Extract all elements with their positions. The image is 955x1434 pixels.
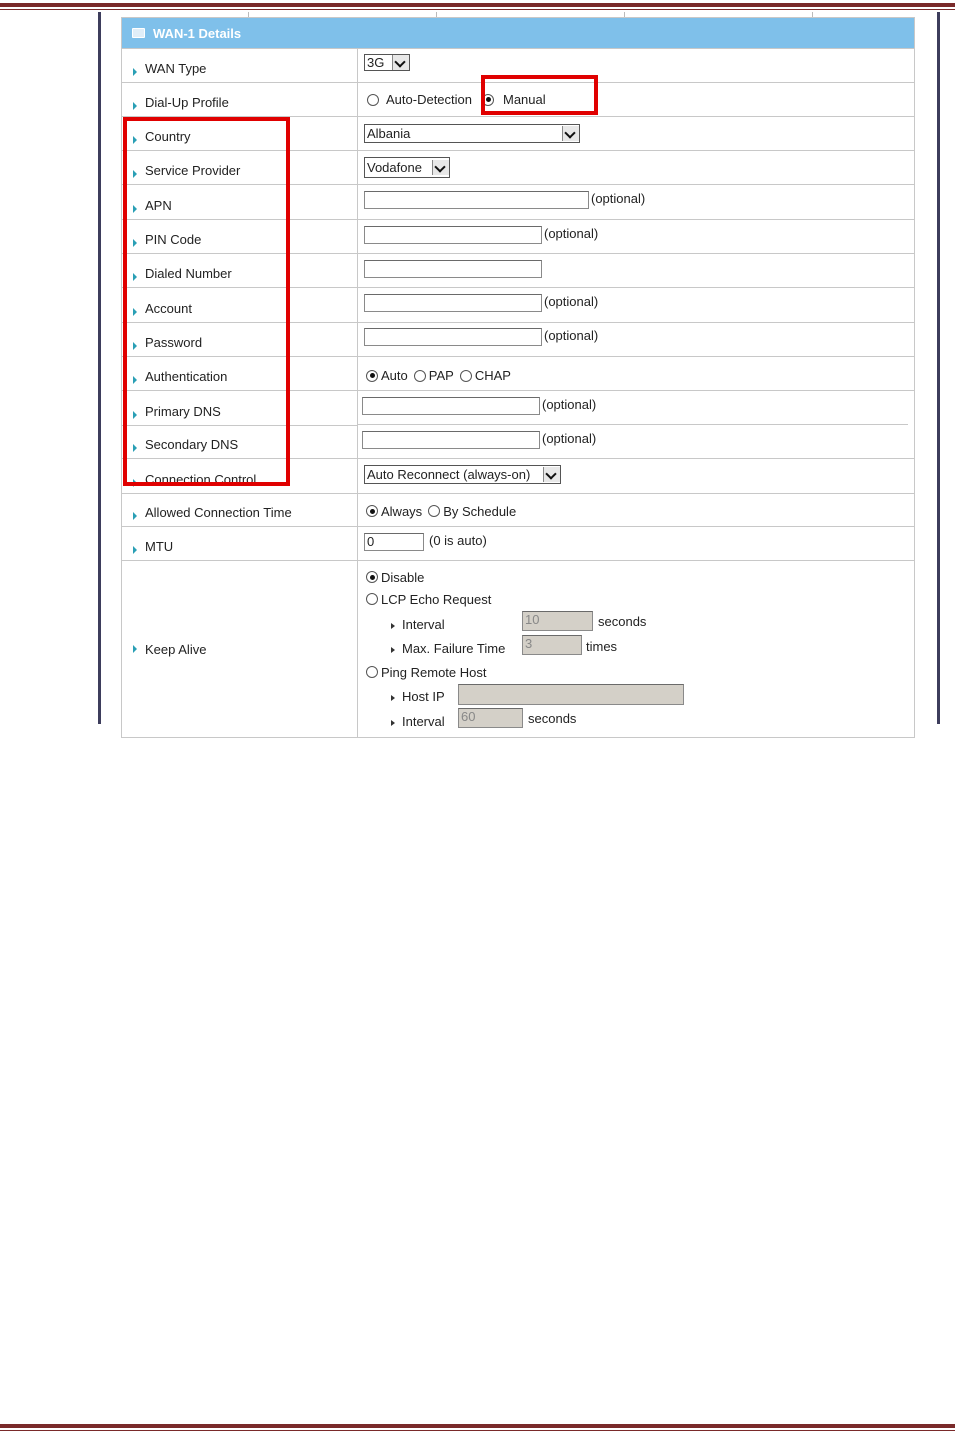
page-top-rule-thin (0, 9, 955, 10)
dialup-manual-label: Manual (503, 92, 546, 107)
lcp-times-label: times (586, 639, 618, 654)
label-service-provider: Service Provider (145, 163, 241, 178)
connection-control-select[interactable]: Auto Reconnect (always-on) (364, 465, 561, 484)
page-bottom-rule-thin (0, 1430, 955, 1431)
label-apn: APN (145, 198, 172, 213)
keepalive-disable-label: Disable (381, 570, 425, 585)
ping-seconds-label: seconds (528, 711, 577, 726)
dialup-auto-radio[interactable] (367, 94, 379, 106)
label-password: Password (145, 335, 203, 350)
label-authentication: Authentication (145, 369, 228, 384)
auth-chap-label: CHAP (474, 368, 511, 383)
bullet-icon (133, 102, 137, 110)
highlight-fields-box (123, 117, 290, 486)
bullet-icon (133, 645, 137, 653)
bullet-icon (133, 68, 137, 76)
keepalive-lcp-label: LCP Echo Request (381, 592, 492, 607)
row-keep-alive (122, 560, 914, 737)
bullet-icon (391, 647, 395, 653)
label-dialup-profile: Dial-Up Profile (145, 95, 229, 110)
password-input[interactable] (364, 328, 542, 346)
dialed-number-input[interactable] (364, 260, 542, 278)
highlight-manual-box (481, 75, 598, 115)
label-primary-dns: Primary DNS (145, 404, 221, 419)
row-mtu (122, 526, 914, 560)
ping-interval-label: Interval (402, 714, 445, 729)
keepalive-lcp-radio[interactable] (366, 593, 378, 605)
label-mtu: MTU (145, 539, 174, 554)
label-connection-control: Connection Control (145, 472, 257, 487)
wan-type-select[interactable]: 3G (364, 54, 410, 71)
auth-auto-label: Auto (381, 368, 408, 383)
secondary-dns-input[interactable] (362, 431, 540, 449)
mtu-hint: (0 is auto) (429, 533, 487, 548)
label-country: Country (145, 129, 191, 144)
label-dialed-number: Dialed Number (145, 266, 232, 281)
label-account: Account (145, 301, 192, 316)
keepalive-ping-radio[interactable] (366, 666, 378, 678)
time-schedule-radio[interactable] (428, 505, 440, 517)
panel-header (122, 18, 914, 48)
auth-chap-radio[interactable] (460, 370, 472, 382)
apn-input[interactable] (364, 191, 589, 209)
label-pin-code: PIN Code (145, 232, 202, 247)
panel-header-icon (132, 28, 145, 38)
primary-dns-input[interactable] (362, 397, 540, 415)
ping-interval-input[interactable]: 60 (458, 708, 523, 728)
lcp-interval-label: Interval (402, 617, 445, 632)
page-top-rule (0, 3, 955, 7)
keepalive-ping-label: Ping Remote Host (381, 665, 487, 680)
label-wan-type: WAN Type (145, 61, 207, 76)
apn-optional: (optional) (591, 191, 646, 206)
lcp-interval-input[interactable]: 10 (522, 611, 593, 631)
pin-code-input[interactable] (364, 226, 542, 244)
country-select[interactable]: Albania (364, 124, 580, 143)
dialup-auto-label: Auto-Detection (386, 92, 472, 107)
service-provider-select[interactable]: Vodafone (364, 157, 450, 178)
ping-host-ip-label: Host IP (402, 689, 445, 704)
ping-host-ip-input[interactable] (458, 684, 684, 705)
bullet-icon (133, 512, 137, 520)
chevron-down-icon (562, 126, 579, 141)
bullet-icon (391, 720, 395, 726)
page-bottom-rule (0, 1424, 955, 1428)
auth-auto-radio[interactable] (366, 370, 378, 382)
label-secondary-dns: Secondary DNS (145, 437, 239, 452)
chevron-down-icon (432, 160, 449, 175)
panel-title: WAN-1 Details (153, 25, 242, 41)
account-optional: (optional) (544, 294, 599, 309)
account-input[interactable] (364, 294, 542, 312)
row-allowed-connection-time (122, 493, 914, 526)
time-schedule-label: By Schedule (443, 503, 517, 519)
lcp-seconds-label: seconds (598, 614, 647, 629)
primary-dns-optional: (optional) (542, 397, 597, 412)
chevron-down-icon (543, 467, 560, 482)
lcp-max-failure-label: Max. Failure Time (402, 641, 506, 656)
bullet-icon (391, 623, 395, 629)
time-always-radio[interactable] (366, 505, 378, 517)
password-optional: (optional) (544, 328, 599, 343)
auth-pap-label: PAP (428, 368, 454, 383)
label-allowed-connection-time: Allowed Connection Time (145, 505, 292, 520)
chevron-down-icon (392, 55, 409, 70)
secondary-dns-optional: (optional) (542, 431, 597, 446)
time-always-label: Always (381, 503, 423, 519)
lcp-max-failure-input[interactable]: 3 (522, 635, 582, 655)
mtu-input[interactable]: 0 (364, 533, 424, 551)
keepalive-disable-radio[interactable] (366, 571, 378, 583)
pin-code-optional: (optional) (544, 226, 599, 241)
label-keep-alive: Keep Alive (145, 641, 207, 657)
bullet-icon (133, 546, 137, 554)
bullet-icon (391, 695, 395, 701)
auth-pap-radio[interactable] (414, 370, 426, 382)
